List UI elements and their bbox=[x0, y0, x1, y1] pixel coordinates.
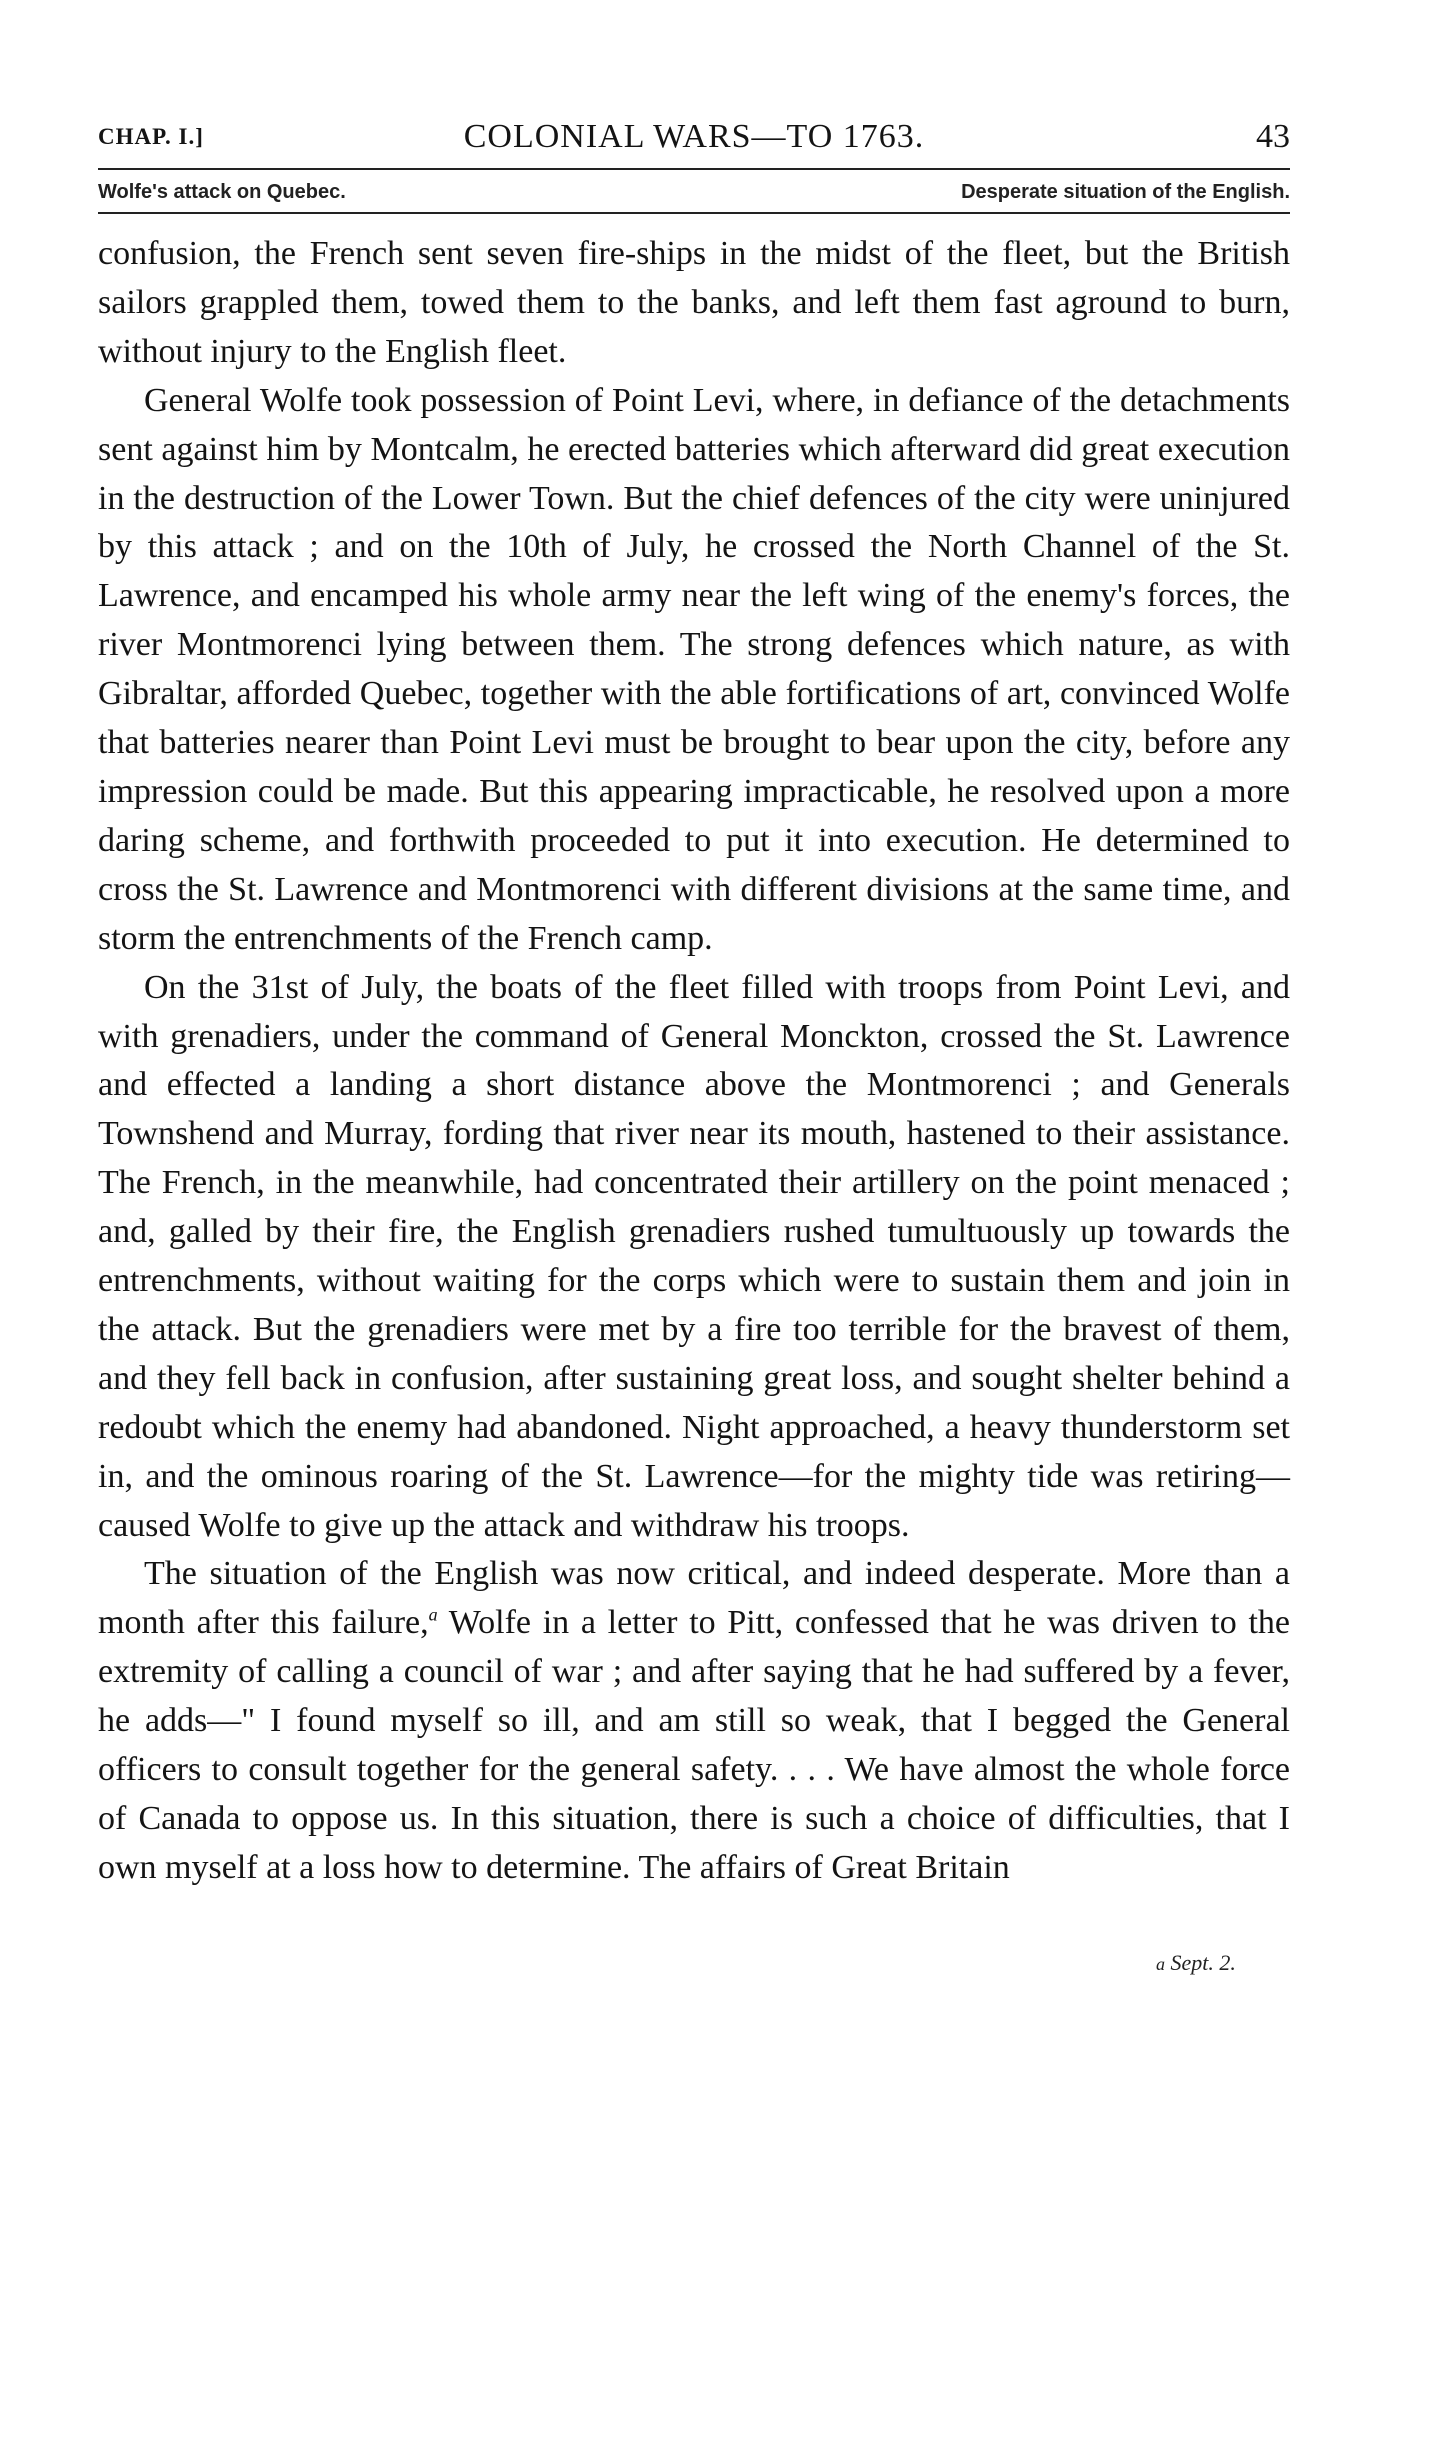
subhead-right: Desperate situation of the English. bbox=[961, 181, 1290, 203]
paragraph: confusion, the French sent seven fire-ships in the midst of the fleet, but the British sailors grappled them, towed them to the banks, and left them fast aground to burn, without injury to the English fleet. bbox=[98, 235, 1290, 370]
header-rule bbox=[98, 168, 1290, 170]
subhead-rule bbox=[98, 212, 1290, 214]
paragraph-text: The situation of the English was now critical, and indeed desperate. More than a month after this failure, bbox=[98, 1555, 1290, 1642]
margin-note-text: Sept. 2. bbox=[1165, 1950, 1236, 1975]
page-title: COLONIAL WARS—TO 1763. bbox=[463, 118, 925, 155]
paragraph-text: Wolfe in a letter to Pitt, confessed that he was driven to the extremity of calling a council of war ; and after saying that he had suffered by a fever, he adds—" I found myself so ill, and am still so weak, that I begged the General officers to consult together for the general safety. . . . We have almost the whole force of Canada to oppose us. In this situation, there is such a choice of difficulties, that I own myself at a loss how to determine. The affairs of Great Britain bbox=[98, 1604, 1290, 1886]
paragraph: General Wolfe took possession of Point Levi, where, in defiance of the detachments sent against him by Montcalm, he erected batteries which afterward did great execution in the destruction of the Lower Town. But the chief defences of the city were uninjured by this attack ; and on the 10th of July, he crossed the North Channel of the St. Lawrence, and encamped his whole army near the left wing of the enemy's forces, the river Montmorenci lying between them. The strong defences which nature, as with Gibraltar, afforded Quebec, together with the able fortifications of art, convinced Wolfe that batteries nearer than Point Levi must be brought to bear upon the city, before any impression could be made. But this appearing impracticable, he resolved upon a more daring scheme, and forthwith proceeded to put it into execution. He determined to cross the St. Lawrence and Montmorenci with different divisions at the same time, and storm the entrenchments of the French camp. bbox=[98, 381, 1290, 957]
margin-note bbox=[1156, 1950, 1236, 1976]
body-text bbox=[98, 230, 1290, 1893]
margin-note-marker: a bbox=[1156, 1954, 1165, 1974]
footnote-ref: a bbox=[428, 1605, 438, 1626]
subhead bbox=[98, 181, 1290, 209]
running-head bbox=[98, 118, 1290, 158]
paragraph: On the 31st of July, the boats of the fleet filled with troops from Point Levi, and with grenadiers, under the command of General Monckton, crossed the St. Lawrence and effected a landing a short distance above the Montmorenci ; and Generals Townshend and Murray, fording that river near its mouth, hastened to their assistance. The French, in the meanwhile, had concentrated their artillery on the point menaced ; and, galled by their fire, the English grenadiers rushed tumultuously up towards the entrenchments, without waiting for the corps which were to sustain them and join in the attack. But the grenadiers were met by a fire too terrible for the bravest of them, and they fell back in confusion, after sustaining great loss, and sought shelter behind a redoubt which the enemy had abandoned. Night approached, a heavy thunderstorm set in, and the ominous roaring of the St. Lawrence—for the mighty tide was retiring—caused Wolfe to give up the attack and withdraw his troops. bbox=[98, 968, 1290, 1544]
paragraph bbox=[98, 1550, 1290, 1892]
subhead-left: Wolfe's attack on Quebec. bbox=[98, 181, 346, 203]
page-number: 43 bbox=[1256, 118, 1290, 155]
chapter-label: CHAP. I.] bbox=[98, 124, 204, 149]
